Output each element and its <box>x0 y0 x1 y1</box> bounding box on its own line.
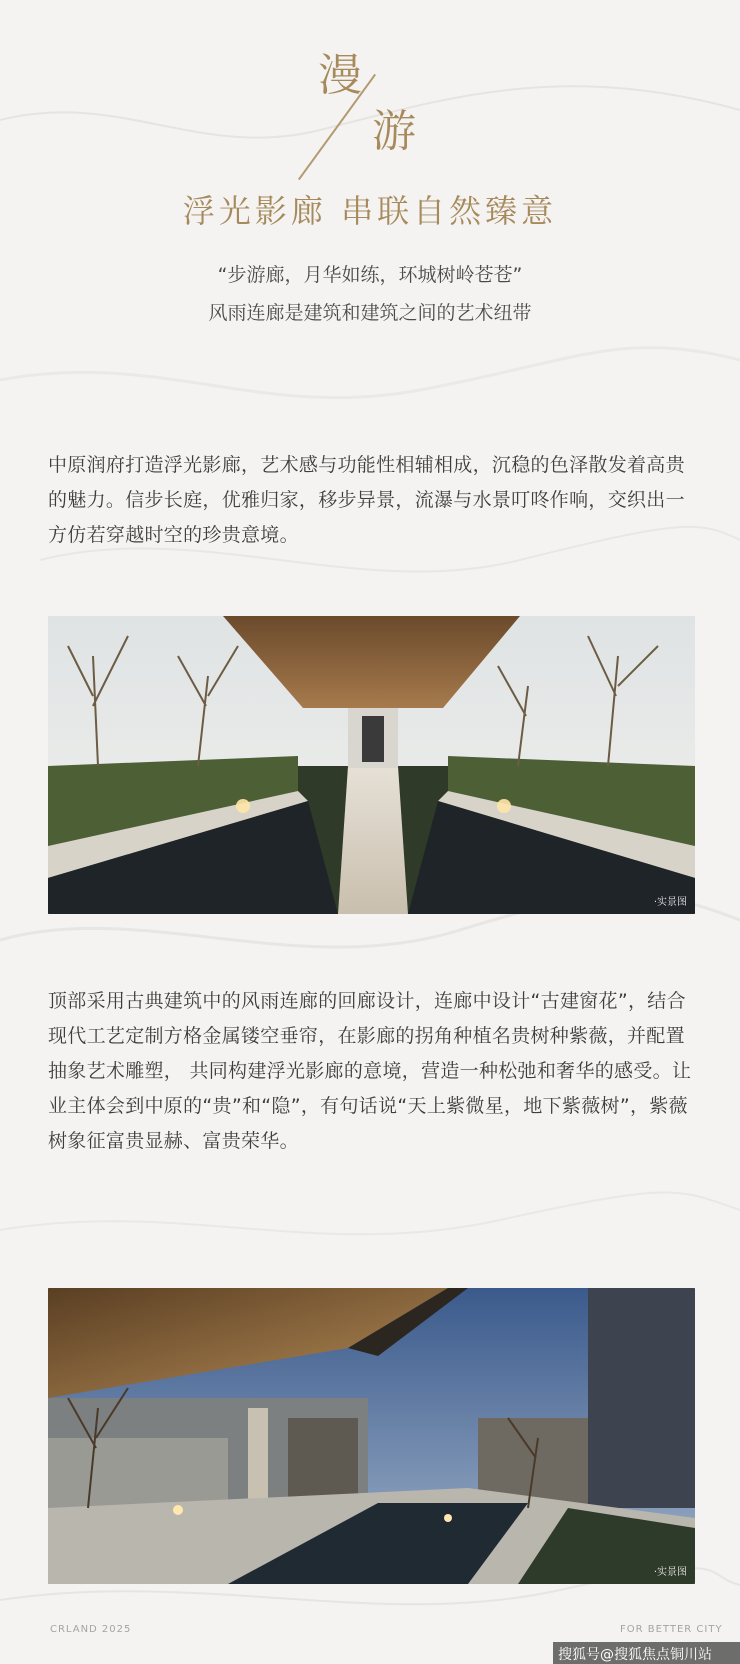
section-subtitle: 浮光影廊 串联自然臻意 <box>182 192 558 230</box>
heading-char-two: 游 <box>372 106 416 157</box>
heading-char-one: 漫 <box>318 50 362 101</box>
paragraph-1: 中原润府打造浮光影廊，艺术感与功能性相辅相成，沉稳的色泽散发着高贵的魅力。信步长庭，优雅归家，移步异景，流瀑与水景叮咚作响，交织出一方仿若穿越时空的珍贵意境。 <box>48 454 685 546</box>
footer-brand: CRLAND 2025 <box>50 1624 132 1635</box>
section-heading <box>0 40 740 170</box>
quote-line-1: “步游廊，月华如练，环城树岭苍苍” <box>217 264 523 286</box>
paragraph-2: 顶部采用古典建筑中的风雨连廊的回廊设计，连廊中设计“古建窗花”，结合现代工艺定制方格金属镂空垂帘，在影廊的拐角种植名贵树种紫薇，并配置抽象艺术雕塑， 共同构建浮光影廊的意境，营造一种松弛和奢华的感受。让业主体会到中原的“贵”和“隐”，有句话说“天上紫微星，地下紫薇树”，紫薇树象征富贵显赫、富贵荣华。 <box>48 990 692 1152</box>
photo-2-tag: ·实景图 <box>653 1567 687 1578</box>
photo-corridor-night <box>48 1288 695 1584</box>
quote-line-2: 风雨连廊是建筑和建筑之间的艺术纽带 <box>208 302 532 324</box>
source-watermark: 搜狐号@搜狐焦点铜川站 <box>558 1647 712 1663</box>
footer-slogan: FOR BETTER CITY <box>620 1624 723 1635</box>
photo-1-tag: ·实景图 <box>653 897 687 908</box>
photo-corridor-courtyard <box>48 616 695 914</box>
